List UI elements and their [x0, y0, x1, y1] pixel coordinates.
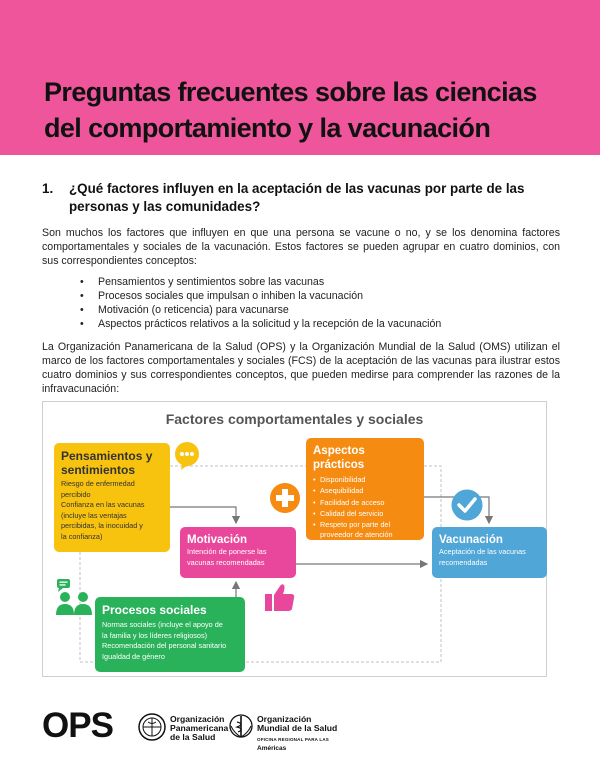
social-line: Recomendación del personal sanitario	[102, 641, 227, 650]
practical-list	[313, 474, 417, 530]
thoughts-title-line-1: Pensamientos y	[61, 449, 153, 463]
plus-cross-icon	[269, 482, 301, 514]
list-item: • Aspectos prácticos relativos a la solicitud y la recepción de la vacunación	[80, 317, 550, 331]
domain-bullet-list	[80, 275, 550, 331]
diagram-title: Factores comportamentales y sociales	[165, 411, 424, 427]
thoughts-line: la confianza)	[61, 531, 103, 541]
ops-logo-text: OPS	[42, 706, 113, 745]
social-line: Normas sociales (incluye el apoyo de	[102, 620, 223, 629]
intro-paragraph: Son muchos los factores que influyen en que una persona se vacune o no, y se los denomina factores comportamentales y sociales de la vacunación. Estos factores se pueden agrupar en cuatro dominios, con sus correspondientes conceptos:	[42, 227, 560, 267]
question-heading	[42, 180, 562, 216]
list-item: • Calidad del servicio	[313, 508, 417, 519]
list-item: • Pensamientos y sentimientos sobre las vacunas	[80, 275, 550, 289]
paho-emblem-icon	[138, 713, 166, 741]
page-title	[44, 74, 564, 146]
framework-paragraph: La Organización Panamericana de la Salud (OPS) y la Organización Mundial de la Salud (OMS) utilizan el marco de los factores comportamentales y sociales (FCS) de la aceptación de las vacunas para ilustrar estos cuatro dominios y sus correspondientes conceptos, que pueden medirse para comprender las razones de la infravacunación:	[42, 341, 560, 395]
paho-name-line-1: Organización	[170, 714, 225, 724]
who-emblem-icon	[228, 713, 254, 739]
page-title-line-2: del comportamiento y la vacunación	[44, 113, 491, 143]
vaccination-line: Aceptación de las vacunas	[439, 547, 526, 556]
who-region-name: Américas	[257, 745, 287, 752]
paho-name-line-3: de la Salud	[170, 732, 216, 742]
social-processes-box	[95, 597, 245, 672]
practical-list-continuation: proveedor de atención	[320, 530, 393, 540]
thoughts-line: Confianza en las vacunas	[61, 500, 145, 509]
list-item: • Facilidad de acceso	[313, 497, 417, 508]
who-region-label: OFICINA REGIONAL PARA LAS	[257, 737, 330, 742]
vaccination-title: Vacunación	[439, 534, 503, 546]
who-name	[257, 715, 342, 753]
list-item: • Asequibilidad	[313, 485, 417, 496]
who-region	[257, 734, 342, 753]
thoughts-feelings-box	[54, 443, 170, 552]
list-item: • Disponibilidad	[313, 474, 417, 485]
paho-name	[170, 715, 228, 742]
motivation-title: Motivación	[187, 534, 248, 546]
practical-issues-box	[306, 438, 424, 540]
thoughts-title	[61, 449, 163, 477]
social-line: la familia y los líderes religiosos)	[102, 630, 208, 640]
paho-name-line-2: Panamericana	[170, 723, 229, 733]
footer-logos	[42, 706, 342, 752]
social-title: Procesos sociales	[102, 603, 207, 617]
vaccination-box	[432, 527, 547, 578]
thoughts-line: percibido	[61, 489, 91, 499]
thumbs-up-icon	[264, 582, 296, 612]
list-item: • Procesos sociales que impulsan o inhiben la vacunación	[80, 289, 550, 303]
social-line: Igualdad de género	[102, 651, 165, 661]
list-item: • Respeto por parte del	[313, 519, 417, 530]
thoughts-line: Riesgo de enfermedad	[61, 479, 135, 488]
page-title-line-1: Preguntas frecuentes sobre las ciencias	[44, 77, 537, 107]
question-number: 1.	[42, 181, 54, 196]
question-text: ¿Qué factores influyen en la aceptación de las vacunas por parte de las personas y las comunidades?	[69, 181, 525, 214]
who-name-line-1: Organización	[257, 714, 312, 724]
check-badge-icon	[450, 488, 484, 522]
vaccination-line: recomendadas	[439, 557, 488, 567]
thoughts-line: (incluye las ventajas	[61, 510, 127, 520]
people-chat-icon	[55, 578, 95, 616]
motivation-line: vacunas recomendadas	[187, 557, 265, 567]
who-name-line-2: Mundial de la Salud	[257, 723, 338, 733]
thoughts-title-line-2: sentimientos	[61, 463, 136, 477]
motivation-line: Intención de ponerse las	[187, 547, 267, 556]
list-item: • Motivación (o reticencia) para vacunarse	[80, 303, 550, 317]
speech-bubble-icon	[173, 441, 201, 471]
practical-title: Aspectos prácticos	[313, 445, 365, 471]
bsd-framework-diagram	[42, 401, 547, 677]
thoughts-line: percibidas, la inocuidad y	[61, 521, 143, 530]
motivation-box	[180, 527, 296, 578]
